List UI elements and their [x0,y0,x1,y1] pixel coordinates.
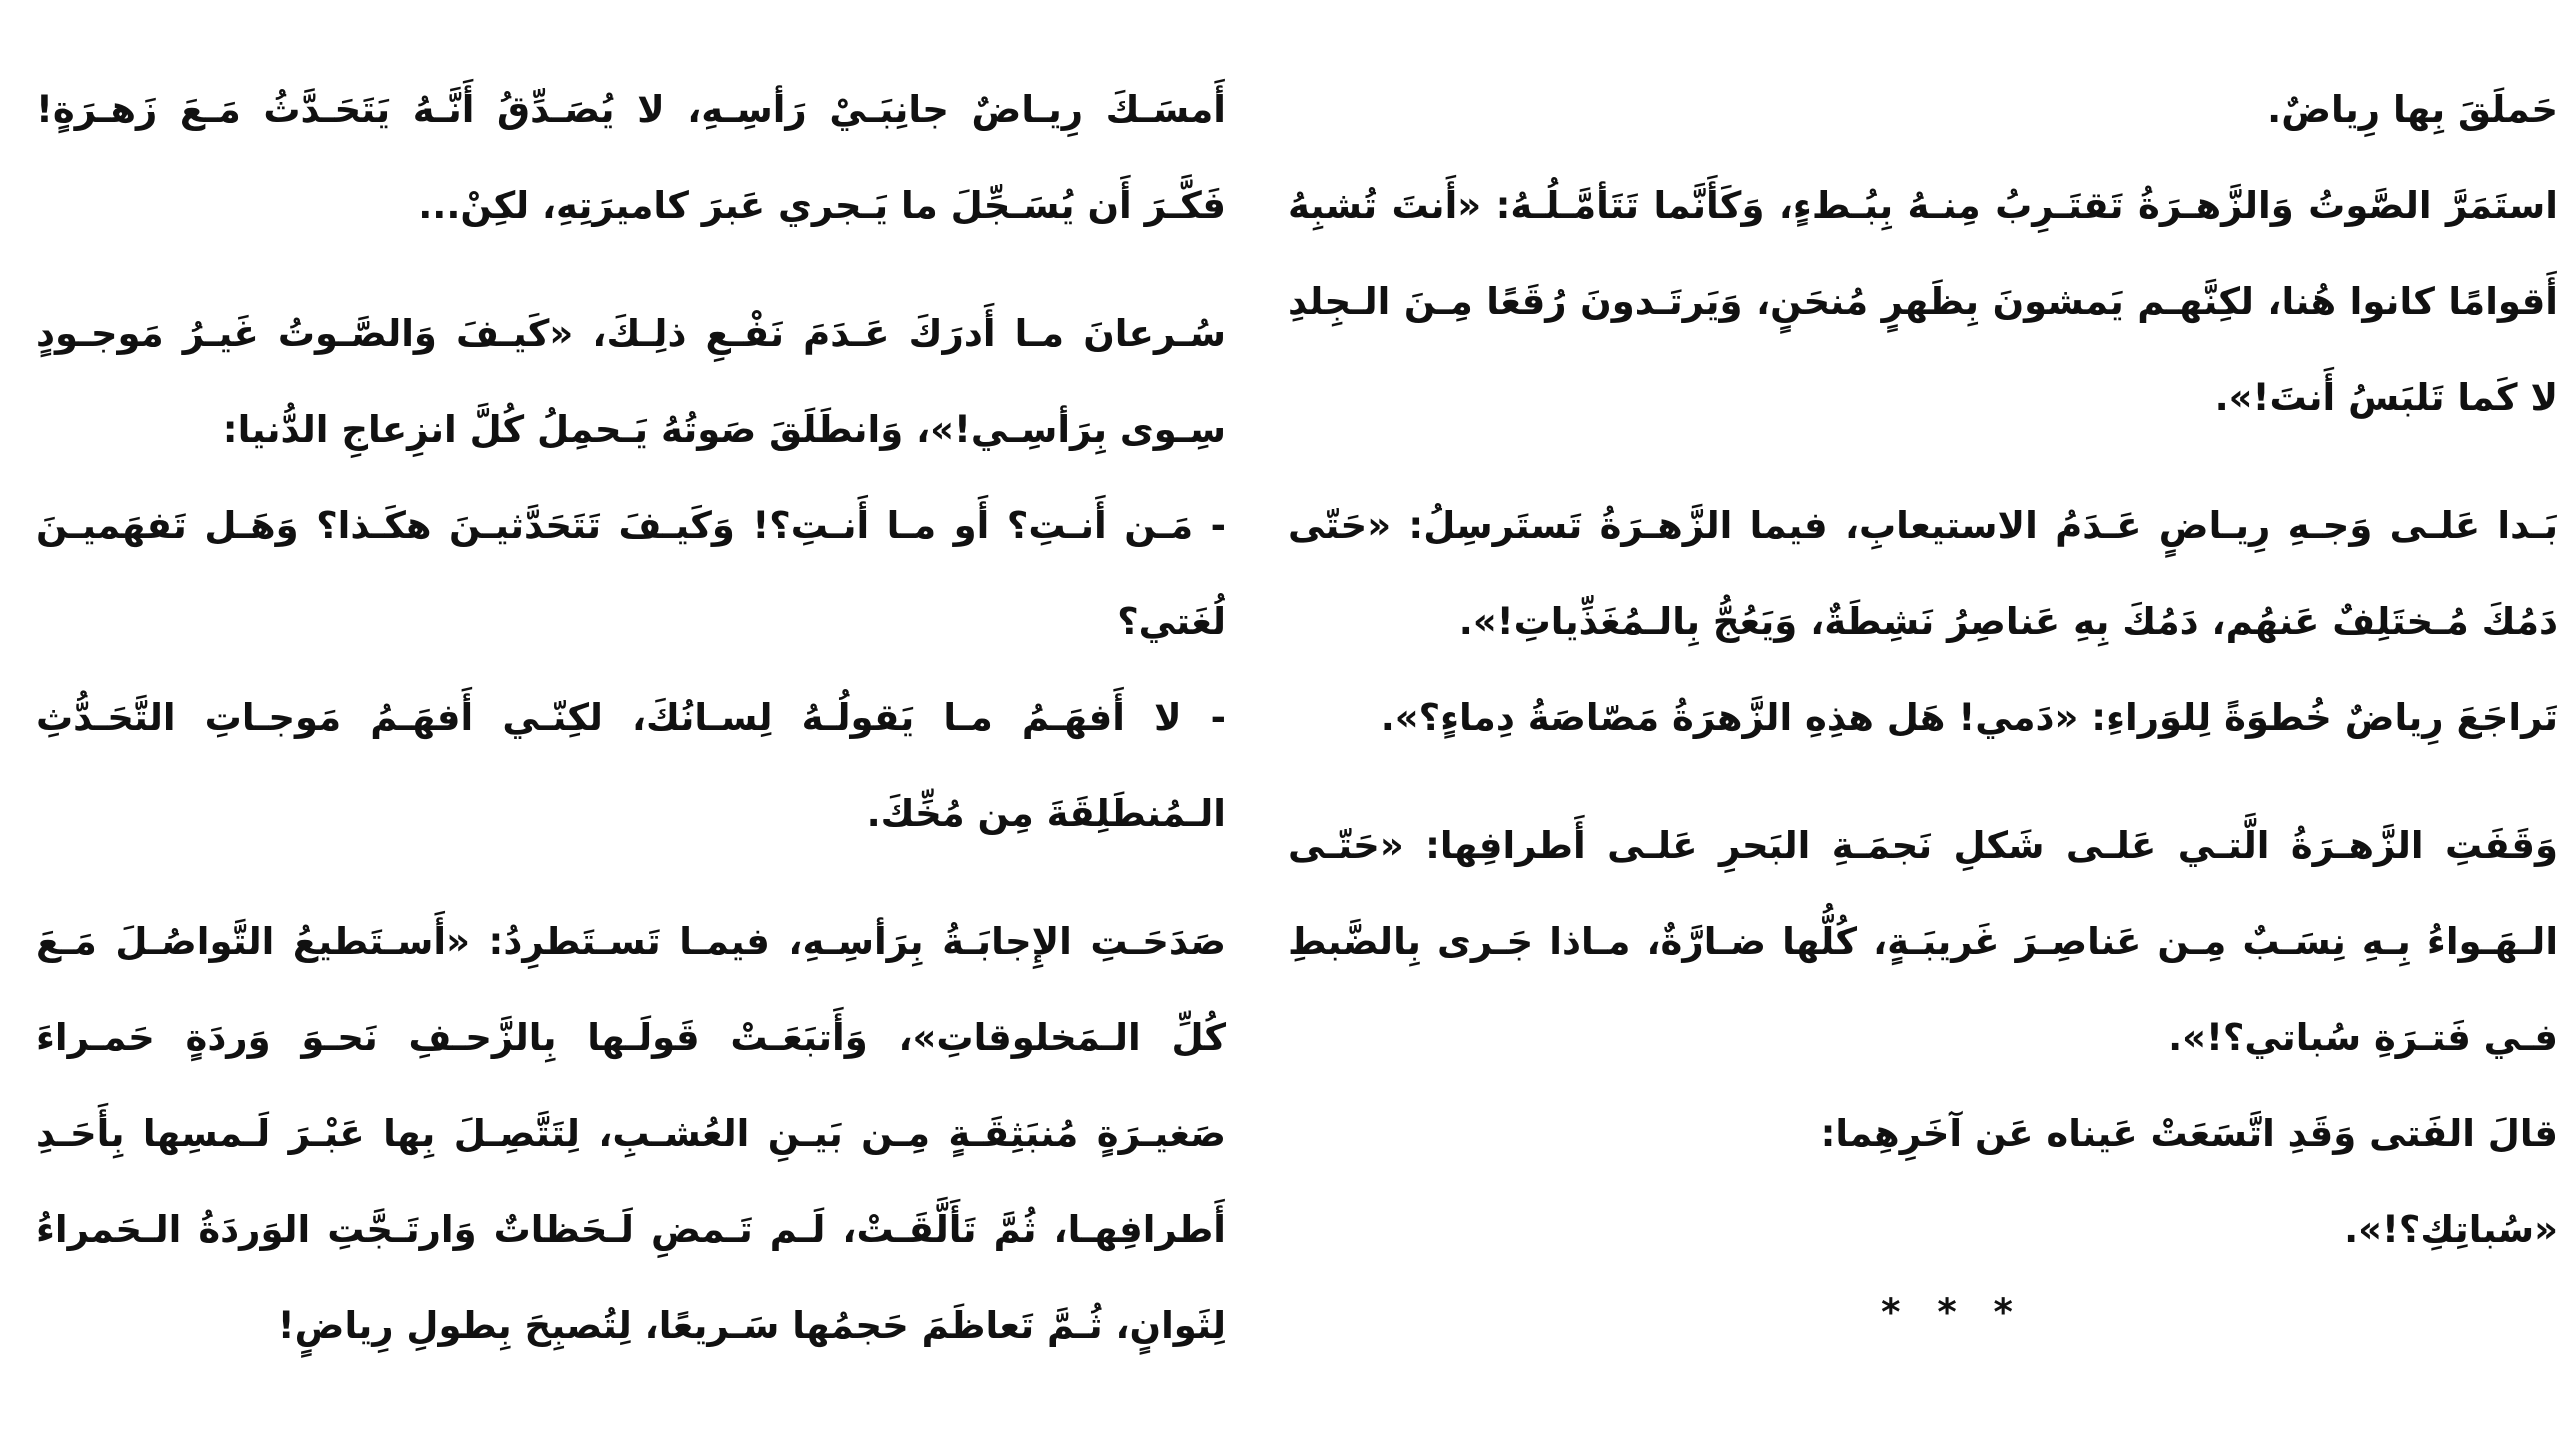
paragraph: وَقَفَتِ الزَّهـرَةُ الَّتـي عَلـى شَكلِ نَجمَـةِ البَحرِ عَلـى أَطرافِها: «حَتّـى الـهَـواءُ بِـهِ نِسَـبٌ مِـن عَناصِـرَ غَريبَـةٍ، كُلُّها ضـارَّةٌ، مـاذا جَـرى بِالضَّبطِ فـي فَتـرَةِ سُباتي؟!». [1288,824,2558,1059]
paragraph: «سُباتِكِ؟!». [2344,1208,2558,1251]
paragraph: استَمَرَّ الصَّوتُ وَالزَّهـرَةُ تَقتَـرِبُ مِنـهُ بِبُـطءٍ، وَكَأَنَّما تَتَأمَّـلُـهُ: «أَنتَ تُشبِهُ أَقوامًا كانوا هُنا، لكِنَّهـم يَمشونَ بِظَهرٍ مُنحَنٍ، وَيَرتَـدونَ رُقَعًا مِـنَ الـجِلدِ لا كَما تَلبَسُ أَنتَ!». [1288,184,2558,419]
dialogue-line: - مَـن أَنـتِ؟ أَو مـا أَنـتِ؟! وَكَيـفَ تَتَحَدَّثيـنَ هكَـذا؟ وَهَـل تَفهَميـنَ لُغَتي؟ [36,504,1226,643]
paragraph: قالَ الفَتى وَقَدِ اتَّسَعَتْ عَيناه عَن آخَرِهِما: [1820,1112,2558,1155]
paragraph: صَدَحَـتِ الإِجابَـةُ بِرَأسِـهِ، فيمـا تَسـتَطرِدُ: «أَسـتَطيعُ التَّواصُـلَ مَـعَ كُلِّ الـمَخلوقاتِ»، وَأَتبَعَـتْ قَولَـها بِالزَّحـفِ نَحـوَ وَردَةٍ حَمـراءَ صَغيـرَةٍ مُنبَثِقَـةٍ مِـن بَيـنِ العُشـبِ، لِتَتَّصِـلَ بِها عَبْـرَ لَـمسِها بِأَحَـدِ أَطرافِهـا، ثُمَّ تَأَلَّقَـتْ، لَـم تَـمضِ لَـحَظاتٌ وَارتَـجَّتِ الوَردَةُ الـحَمراءُ لِثَوانٍ، ثُـمَّ تَعاظَمَ حَجمُها سَـريعًا، لِتُصبِحَ بِطولِ رِياضٍ! [36,920,1226,1347]
paragraph: بَـدا عَلـى وَجـهِ رِيـاضٍ عَـدَمُ الاستيعابِ، فيما الزَّهـرَةُ تَستَرسِلُ: «حَتّى دَمُكَ مُـختَلِفٌ عَنهُم، دَمُكَ بِهِ عَناصِرُ نَشِطَةٌ، وَيَعُجُّ بِالـمُغَذِّياتِ!». [1288,504,2558,643]
paragraph: سُـرعانَ مـا أَدرَكَ عَـدَمَ نَفْـعِ ذلِـكَ، «كَيـفَ وَالصَّـوتُ غَيـرُ مَوجـودٍ سِـوى بِرَأسِـي!»، وَانطَلَقَ صَوتُهُ يَـحمِلُ كُلَّ انزِعاجِ الدُّنيا: [36,312,1226,451]
section-separator: * * * [1881,1291,2025,1334]
paragraph: حَملَقَ بِها رِياضٌ. [2267,88,2558,131]
paragraph: أَمسَـكَ رِيـاضٌ جانِبَـيْ رَأسِـهِ، لا يُصَـدِّقُ أَنَّـهُ يَتَحَـدَّثُ مَـعَ زَهـرَةٍ! فَكَّـرَ أَن يُسَـجِّلَ ما يَـجري عَبرَ كاميرَتِهِ، لكِنْ... [36,88,1226,227]
left-text-column [36,62,1226,1374]
right-text-column [1288,62,2558,1348]
dialogue-line: - لا أَفهَـمُ مـا يَقولُـهُ لِسـانُكَ، لكِنّـي أَفهَـمُ مَوجـاتِ التَّحَـدُّثِ الـمُنطَلِقَةَ مِن مُخِّكَ. [36,696,1226,835]
paragraph: تَراجَعَ رِياضٌ خُطوَةً لِلوَراءِ: «دَمي! هَل هذِهِ الزَّهرَةُ مَصّاصَةُ دِماءٍ؟». [1380,696,2558,739]
